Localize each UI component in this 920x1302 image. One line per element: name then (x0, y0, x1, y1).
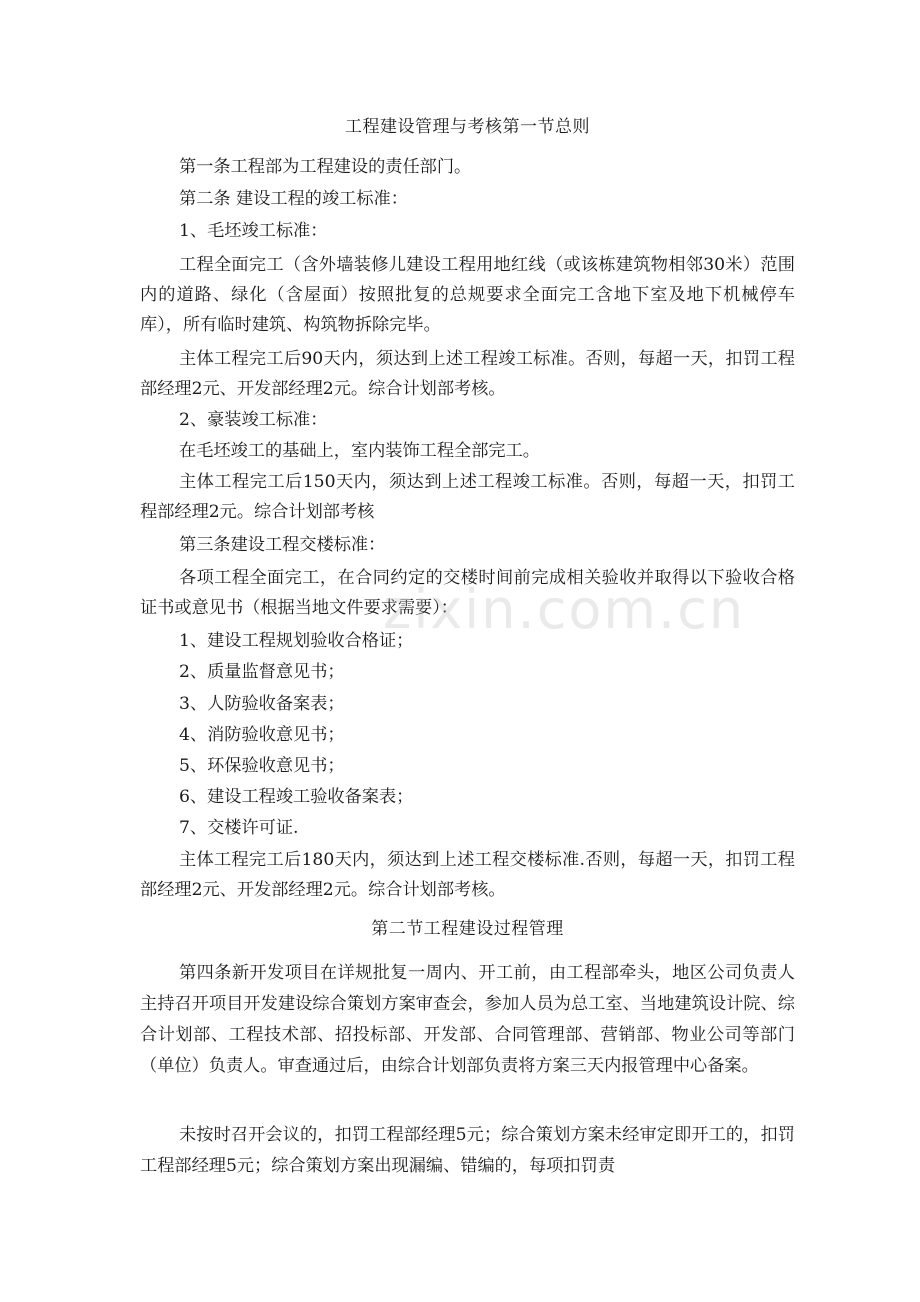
paragraph: 主体工程完工后180天内，须达到上述工程交楼标准.否则，每超一天，扣罚工程部经理2元、开发部经理2元。综合计划部考核。 (140, 850, 795, 900)
section-2-title: 第二节工程建设过程管理 (371, 919, 564, 939)
paragraph: 各项工程全面完工，在合同约定的交楼时间前完成相关验收并取得以下验收合格证书或意见书（根据当地文件要求需要）： (140, 568, 795, 618)
paragraph: 主体工程完工后90天内，须达到上述工程竣工标准。否则，每超一天，扣罚工程部经理2元、开发部经理2元。综合计划部考核。 (140, 349, 795, 399)
paragraph: 第一条工程部为工程建设的责任部门。 (179, 157, 472, 177)
paragraph: 工程全面完工（含外墙装修儿建设工程用地红线（或该栋建筑物相邻30米）范围内的道路、绿化（含屋面）按照批复的总规要求全面完工含地下室及地下机械停车库），所有临时建筑、构筑物拆除完毕。 (140, 255, 795, 335)
list-item: 1、建设工程规划验收合格证； (179, 631, 414, 651)
paragraph: 未按时召开会议的，扣罚工程部经理5元；综合策划方案未经审定即开工的，扣罚工程部经理5元；综合策划方案出现漏编、错编的，每项扣罚责 (140, 1125, 795, 1176)
paragraph: 主体工程完工后150天内，须达到上述工程竣工标准。否则，每超一天，扣罚工程部经理2元。综合计划部考核 (140, 472, 795, 522)
list-item: 3、人防验收备案表； (179, 694, 345, 714)
list-item: 7、交楼许可证. (179, 818, 299, 838)
list-item: 6、建设工程竣工验收备案表； (179, 787, 414, 807)
paragraph: 第四条新开发项目在详规批复一周内、开工前，由工程部牵头，地区公司负责人主持召开项目开发建设综合策划方案审查会，参加人员为总工室、当地建筑设计院、综合计划部、工程技术部、招投标部、开发部、合同管理部、营销部、物业公司等部门（单位）负责人。审查通过后，由综合计划部负责将方案三天内报管理中心备案。 (140, 963, 795, 1076)
list-item: 5、环保验收意见书； (179, 756, 345, 776)
list-item: 4、消防验收意见书； (179, 725, 345, 745)
list-item: 2、质量监督意见书； (179, 662, 345, 682)
paragraph: 2、豪装竣工标准： (179, 410, 328, 430)
paragraph: 第三条建设工程交楼标准： (179, 535, 386, 555)
watermark: zixin.com.cn (383, 578, 746, 641)
paragraph: 1、毛坯竣工标准： (179, 221, 328, 241)
paragraph: 在毛坯竣工的基础上，室内装饰工程全部完工。 (179, 441, 540, 461)
section-1-title: 工程建设管理与考核第一节总则 (345, 117, 590, 137)
paragraph: 第二条 建设工程的竣工标准： (179, 189, 408, 209)
